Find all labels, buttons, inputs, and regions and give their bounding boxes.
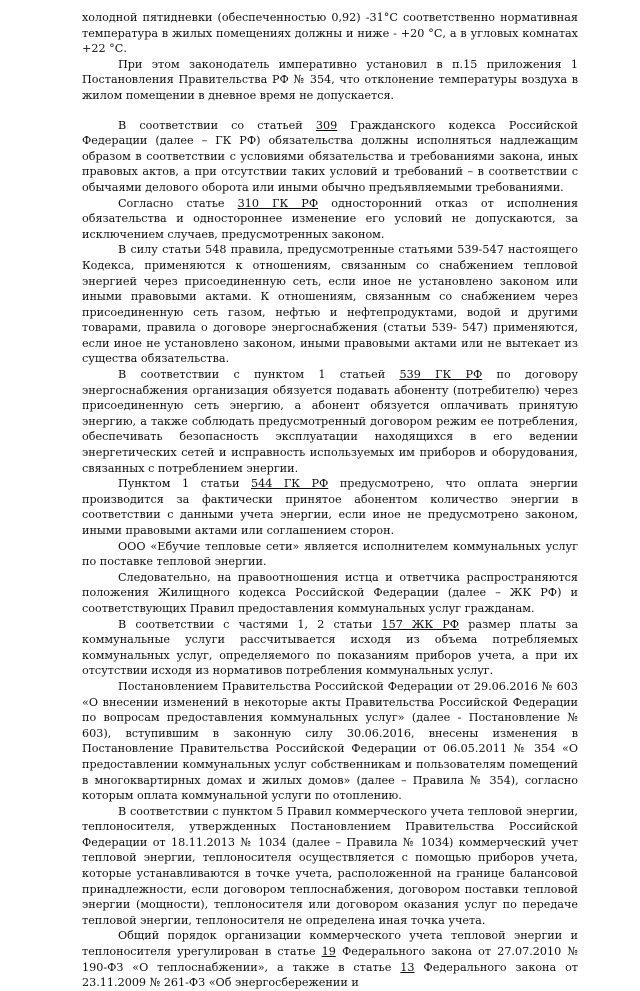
paragraph <box>82 570 578 617</box>
paragraph-text: Согласно статье <box>118 196 238 210</box>
paragraph-text: Следовательно, на правоотношения истца и ответчика распространяются положения Жилищного кодекса Российской Федерации (далее – ЖК РФ) и соответствующих Правил предоставления коммунальных услуг гражданам. <box>82 570 578 615</box>
paragraph <box>82 118 578 196</box>
legal-reference-link[interactable]: 13 <box>400 960 415 974</box>
paragraph <box>82 367 578 476</box>
paragraph-text: При этом законодатель императивно установил в п.15 приложения 1 Постановления Правительства РФ № 354, что отклонение температуры воздуха в жилом помещении в дневное время не допускается. <box>82 57 578 102</box>
paragraph-text: холодной пятидневки (обеспеченностью 0,92) -31°С соответственно нормативная температура в жилых помещениях должны и ниже - +20 °С, а в угловых комнатах +22 °С. <box>82 11 578 56</box>
legal-reference-link[interactable]: 309 <box>315 118 338 132</box>
paragraph-text: Пунктом 1 статьи <box>118 477 251 491</box>
legal-reference-link[interactable]: 19 <box>321 945 336 959</box>
legal-reference-link[interactable]: 539 ГК РФ <box>399 368 483 382</box>
paragraph-text: Федерального закона от 23.11.2009 № 261-ФЗ «Об энергосбережении и <box>82 960 578 990</box>
legal-reference-link[interactable]: 544 ГК РФ <box>251 477 329 491</box>
paragraph-text: В соответствии с частями 1, 2 статьи <box>118 617 382 631</box>
paragraph-text: В соответствии с пунктом 5 Правил коммерческого учета тепловой энергии, теплоносителя, утвержденных Постановлением Правительства Российской Федерации от 18.11.2013 № 1034 (далее – Правила № 1034) коммерческий учет тепловой энергии, теплоносителя осуществляется с помощью приборов учета, которые устанавливаются в точке учета, расположенной на границе балансовой принадлежности, если договором теплоснабжения, договором поставки тепловой энергии (мощности), теплоносителя или договором оказания услуг по передаче тепловой энергии, теплоносителя не определена иная точка учета. <box>82 804 578 927</box>
paragraph-text: размер платы за коммунальные услуги рассчитывается исходя из объема потребляемых коммунальных услуг, определяемого по показаниям приборов учета, а при их отсутствии исходя из нормативов потребления коммунальных услуг. <box>82 617 578 678</box>
paragraph-text: ООО «Ебучие тепловые сети» является исполнителем коммунальных услуг по поставке тепловой энергии. <box>82 539 578 569</box>
paragraph-text: Постановлением Правительства Российской Федерации от 29.06.2016 № 603 «О внесении изменений в некоторые акты Правительства Российской Федерации по вопросам предоставления коммунальных услуг» (далее - Постановление № 603), вступившим в законную силу 30.06.2016, внесены изменения в Постановление Правительства Российской Федерации от 06.05.2011 № 354 «О предоставлении коммунальных услуг собственникам и пользователям помещений в многоквартирных домах и жилых домов» (далее – Правила № 354), согласно которым оплата коммунальной услуги по отоплению. <box>82 679 578 803</box>
paragraph <box>82 804 578 929</box>
paragraph <box>82 10 578 57</box>
paragraph <box>82 476 578 538</box>
paragraph-text: Общий порядок организации коммерческого учета тепловой энергии и теплоносителя урегулирован в статье <box>82 929 578 959</box>
paragraph-text: по договору энергоснабжения организация обязуется подавать абоненту (потребителю) через присоединенную сеть энергию, а абонент обязуется оплачивать принятую энергию, а также соблюдать предусмотренный договором режим ее потребления, обеспечивать безопасность эксплуатации находящихся в его ведении энергетических сетей и исправность используемых им приборов и оборудования, связанных с потреблением энергии. <box>82 368 578 475</box>
legal-reference-link[interactable]: 157 ЖК РФ <box>381 617 460 631</box>
paragraph <box>82 196 578 243</box>
paragraph-text: В соответствии со статьей <box>118 118 316 132</box>
paragraph <box>82 679 578 804</box>
paragraph-text: В силу статьи 548 правила, предусмотренные статьями 539-547 настоящего Кодекса, применяются к отношениям, связанным со снабжением тепловой энергией через присоединенную сеть, если иное не установлено законом или иными правовыми актами. К отношениям, связанным со снабжением через присоединенную сеть газом, нефтью и нефтепродуктами, водой и другими товарами, правила о договоре энергоснабжения (статьи 539- 547) применяются, если иное не установлено законом, иными правовыми актами или не вытекает из существа обязательства. <box>82 243 578 366</box>
paragraph-text: Гражданского кодекса Российской Федерации (далее – ГК РФ) обязательства должны исполняться надлежащим образом в соответствии с условиями обязательства и требованиями закона, иных правовых актов, а при отсутствии таких условий и требований – в соответствии с обычаями делового оборота или иными обычно предъявляемыми требованиями. <box>82 118 578 194</box>
paragraph-text: Федерального закона от 27.07.2010 № 190-ФЗ «О теплоснабжении», а также в статье <box>82 945 578 974</box>
paragraph <box>82 928 578 990</box>
paragraph <box>82 242 578 367</box>
paragraph-text: односторонний отказ от исполнения обязательства и одностороннее изменение его условий не допускаются, за исключением случаев, предусмотренных законом. <box>82 196 578 241</box>
paragraph <box>82 617 578 679</box>
paragraph-gap <box>82 104 578 118</box>
paragraph-text: В соответствии с пунктом 1 статьей <box>118 368 400 382</box>
paragraph-text: предусмотрено, что оплата энергии производится за фактически принятое абонентом количество энергии в соответствии с данными учета энергии, если иное не предусмотрено законом, иными правовыми актами или соглашением сторон. <box>82 477 579 537</box>
paragraph <box>82 57 578 104</box>
legal-reference-link[interactable]: 310 ГК РФ <box>237 196 319 210</box>
paragraph <box>82 539 578 570</box>
